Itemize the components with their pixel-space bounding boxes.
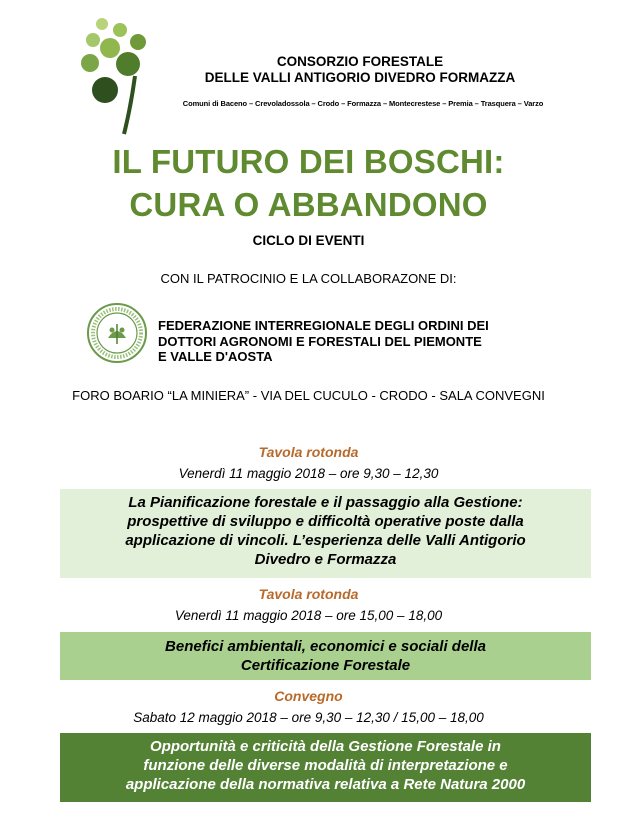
federation-line2: DOTTORI AGRONOMI E FORESTALI DEL PIEMONTE (158, 333, 482, 349)
event2-topic (60, 632, 591, 680)
event3-when: Sabato 12 maggio 2018 – ore 9,30 – 12,30 / 15,00 – 18,00 (133, 710, 484, 725)
event-title-line2: CURA O ABBANDONO (129, 186, 488, 223)
event1-topic-line: applicazione di vincoli. L’esperienza delle Valli Antigorio (125, 532, 526, 549)
event2-topic-line: Certificazione Forestale (240, 657, 411, 674)
org-name-line1: CONSORZIO FORESTALE (276, 54, 444, 69)
consorzio-logo (80, 18, 158, 136)
patronage-intro: CON IL PATROCINIO E LA COLLABORAZONE DI: (160, 271, 457, 286)
event3-topic-line: Opportunità e criticità della Gestione Forestale in (150, 738, 501, 755)
event1-topic (60, 489, 591, 578)
event2-when: Venerdì 11 maggio 2018 – ore 15,00 – 18,00 (174, 608, 443, 623)
event1-topic-line: prospettive di sviluppo e difficoltà operative poste dalla (127, 513, 524, 530)
event1-kind: Tavola rotonda (258, 444, 359, 460)
event3-kind: Convegno (274, 688, 343, 704)
event3-topic-line: funzione delle diverse modalità di interpretazione e (143, 757, 508, 774)
federation-name (158, 318, 489, 365)
event-subtitle: CICLO DI EVENTI (252, 233, 365, 248)
event3-topic-line: applicazione della normativa relativa a Rete Natura 2000 (125, 776, 526, 793)
event1-topic-line: Divedro e Formazza (254, 551, 397, 568)
event-title-line1: IL FUTURO DEI BOSCHI: (112, 143, 505, 180)
federation-seal-icon (86, 302, 148, 364)
event1-when: Venerdì 11 maggio 2018 – ore 9,30 – 12,30 (178, 466, 439, 481)
event2-kind: Tavola rotonda (258, 586, 359, 602)
communes-list: Comuni di Baceno – Crevoladossola – Crodo – Formazza – Montecrestese – Premia – Trasquera – Varzo (182, 99, 544, 108)
venue: FORO BOARIO “LA MINIERA” - VIA DEL CUCULO - CRODO - SALA CONVEGNI (72, 388, 545, 403)
event2-topic-line: Benefici ambientali, economici e sociali della (165, 638, 486, 655)
org-name-line2: DELLE VALLI ANTIGORIO DIVEDRO FORMAZZA (204, 70, 516, 85)
event3-topic (60, 733, 591, 802)
event1-topic-line: La Pianificazione forestale e il passaggio alla Gestione: (128, 494, 523, 511)
federation-line1: FEDERAZIONE INTERREGIONALE DEGLI ORDINI DEI (158, 318, 489, 333)
federation-line3: E VALLE D'AOSTA (158, 349, 273, 364)
